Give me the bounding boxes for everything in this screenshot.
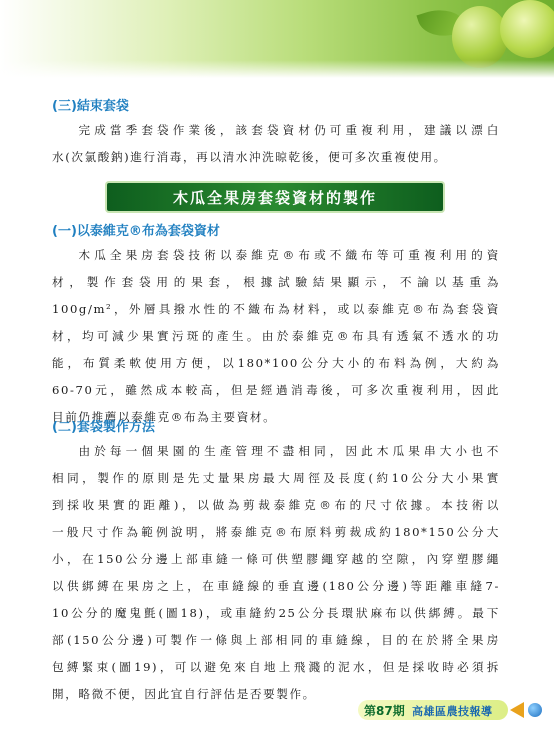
publication-name: 高雄區農技報導 bbox=[412, 705, 493, 718]
text-line: 到採收果實的距離)，以做為剪裁泰維克®布的尺寸依據。本技術以 bbox=[52, 498, 500, 512]
issue-number: 第87期 bbox=[364, 704, 405, 718]
section3-paragraph bbox=[52, 117, 500, 171]
text-line: 小，在150公分邊上部車縫一條可供塑膠繩穿越的空隙，內穿塑膠繩 bbox=[52, 552, 500, 566]
part1-paragraph bbox=[52, 242, 500, 431]
page-footer bbox=[358, 700, 554, 720]
header-banner bbox=[0, 0, 554, 78]
section-title: 木瓜全果房套袋資材的製作 bbox=[172, 188, 377, 207]
text-line: 以供綁縛在果房之上，在車縫線的垂直邊(180公分邊)等距離車縫7- bbox=[52, 579, 500, 593]
text-line: 部(150公分邊)可製作一條與上部相同的車縫線，目的在於將全果房 bbox=[52, 633, 500, 647]
papaya-image bbox=[452, 6, 508, 68]
text-line: 完成當季套袋作業後，該套袋資材仍可重複利用，建議以漂白 bbox=[76, 123, 500, 137]
text-line: 木瓜全果房套袋技術以泰維克®布或不織布等可重複利用的資 bbox=[76, 248, 500, 262]
part2-heading: (二)套袋製作方法 bbox=[52, 420, 155, 435]
text-line: 目前仍推薦以泰維克®布為主要資材。 bbox=[52, 410, 277, 424]
text-line: 由於每一個果園的生產管理不盡相同，因此木瓜果串大小也不 bbox=[76, 444, 500, 458]
text-line: 材，均可減少果實污斑的產生。由於泰維克®布具有透氣不透水的功 bbox=[52, 329, 500, 343]
text-line: 60-70元，雖然成本較高，但是經過消毒後，可多次重複利用，因此 bbox=[52, 383, 500, 397]
text-line: 能，布質柔軟使用方便，以180*100公分大小的布料為例，大約為 bbox=[52, 356, 500, 370]
text-line: 一般尺寸作為範例說明，將泰維克®布原料剪裁成約180*150公分大 bbox=[52, 525, 500, 539]
horn-icon bbox=[510, 702, 524, 718]
globe-icon bbox=[528, 703, 542, 717]
papaya-image-2 bbox=[500, 0, 554, 58]
part1-heading: (一)以泰維克®布為套袋資材 bbox=[52, 224, 220, 239]
section3-heading: (三)結束套袋 bbox=[52, 99, 129, 114]
section-title-banner bbox=[107, 183, 443, 211]
part2-paragraph bbox=[52, 438, 500, 708]
text-line: 開，略微不便，因此宜自行評估是否要製作。 bbox=[52, 687, 316, 701]
text-line: 水(次氯酸鈉)進行消毒，再以清水沖洗晾乾後，便可多次重複使用。 bbox=[52, 150, 447, 164]
text-line: 材，製作套袋用的果套，根據試驗結果顯示，不論以基重為 bbox=[52, 275, 500, 289]
text-line: 相同，製作的原則是先丈量果房最大周徑及長度(約10公分大小果實 bbox=[52, 471, 500, 485]
text-line: 10公分的魔鬼氈(圖18)，或車縫約25公分長環狀麻布以供綁縛。最下 bbox=[52, 606, 500, 620]
text-line: 包縛緊束(圖19)，可以避免來自地上飛濺的泥水，但是採收時必須拆 bbox=[52, 660, 500, 674]
text-line: 100g/m²，外層具撥水性的不織布為材料，或以泰維克®布為套袋資 bbox=[52, 302, 500, 316]
